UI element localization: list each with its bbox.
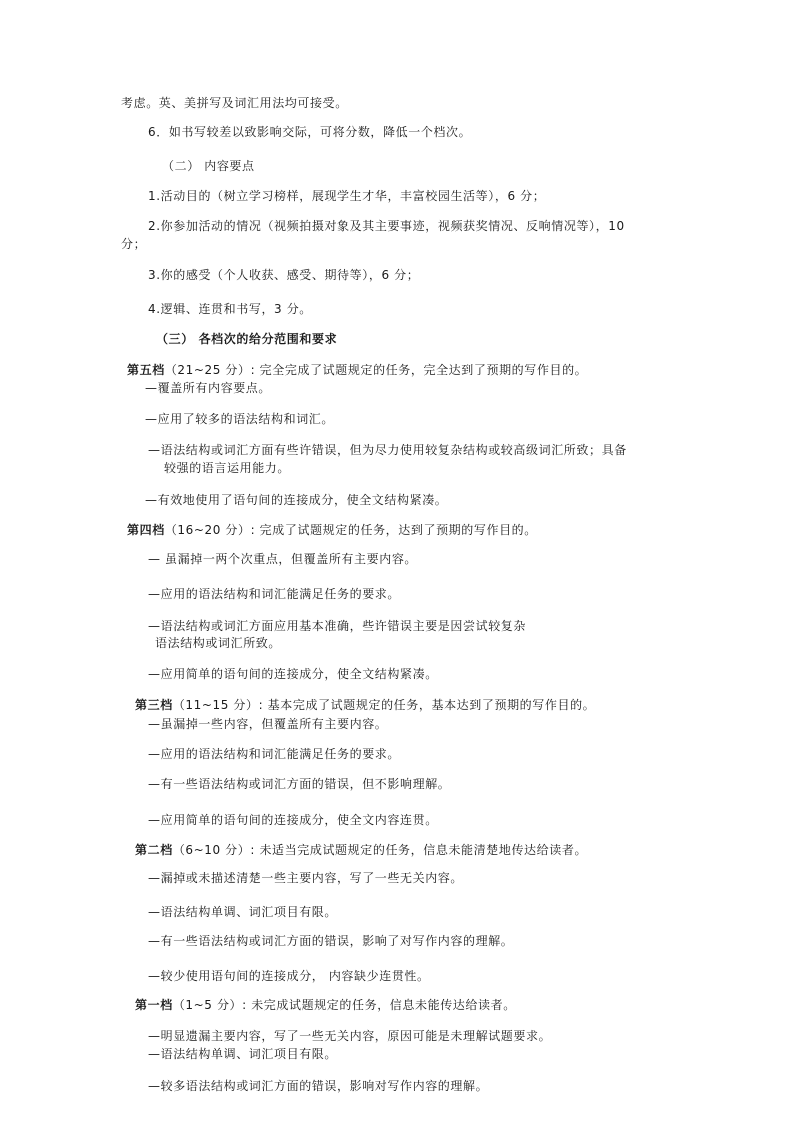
grade-5-desc: （21~25 分）: 完全完成了试题规定的任务，完全达到了预期的写作目的。 xyxy=(164,363,588,377)
grade-1-point-2: —语法结构单调、词汇项目有限。 xyxy=(148,1047,338,1061)
grade-1-label: 第一档 xyxy=(135,998,173,1012)
grade-5-point-3-cont: 较强的语言运用能力。 xyxy=(164,461,291,475)
grade-5-point-3: —语法结构或词汇方面有些许错误，但为尽力使用较复杂结构或较高级词汇所致；具备 xyxy=(148,443,627,457)
grade-4-desc: （16~20 分）: 完成了试题规定的任务，达到了预期的写作目的。 xyxy=(164,523,537,537)
grade-5-point-2: —应用了较多的语法结构和词汇。 xyxy=(145,412,335,426)
section-2-title: （二） 内容要点 xyxy=(162,159,255,173)
grade-2-desc: （6~10 分）: 未适当完成试题规定的任务，信息未能清楚地传达给读者。 xyxy=(172,843,588,857)
grade-5-header xyxy=(127,362,587,378)
intro-line-2: 6．如书写较差以致影响交际，可将分数，降低一个档次。 xyxy=(148,125,472,139)
grade-4-point-1: — 虽漏掉一两个次重点，但覆盖所有主要内容。 xyxy=(148,552,418,566)
grade-5-label: 第五档 xyxy=(127,363,165,377)
grade-4-label: 第四档 xyxy=(127,523,165,537)
content-point-3: 3.你的感受（个人收获、感受、期待等），6 分； xyxy=(148,268,420,282)
grade-2-point-2: —语法结构单调、词汇项目有限。 xyxy=(148,905,338,919)
grade-3-label: 第三档 xyxy=(135,698,173,712)
grade-5-point-4: —有效地使用了语句间的连接成分，使全文结构紧凑。 xyxy=(145,493,448,507)
grade-1-header xyxy=(135,997,516,1013)
grade-4-point-3: —语法结构或词汇方面应用基本准确，些许错误主要是因尝试较复杂 xyxy=(148,619,527,633)
grade-3-point-4: —应用简单的语句间的连接成分，使全文内容连贯。 xyxy=(148,813,438,827)
intro-line-1: 考虑。英、美拼写及词汇用法均可接受。 xyxy=(121,96,348,110)
grade-2-point-3: —有一些语法结构或词汇方面的错误，影响了对写作内容的理解。 xyxy=(148,934,514,948)
grade-4-header xyxy=(127,522,537,538)
grade-3-desc: （11~15 分）: 基本完成了试题规定的任务，基本达到了预期的写作目的。 xyxy=(172,698,596,712)
grade-4-point-2: —应用的语法结构和词汇能满足任务的要求。 xyxy=(148,587,401,601)
grade-3-point-3: —有一些语法结构或词汇方面的错误，但不影响理解。 xyxy=(148,777,451,791)
grade-4-point-3-cont: 语法结构或词汇所致。 xyxy=(155,636,282,650)
content-point-1: 1.活动目的（树立学习榜样，展现学生才华，丰富校园生活等），6 分； xyxy=(148,189,546,203)
grade-3-point-1: —虽漏掉一些内容，但覆盖所有主要内容。 xyxy=(148,717,388,731)
content-point-2: 2.你参加活动的情况（视频拍摄对象及其主要事迹，视频获奖情况、反响情况等），10 xyxy=(148,219,625,233)
section-3-title: （三） 各档次的给分范围和要求 xyxy=(156,332,338,346)
grade-4-point-4: —应用简单的语句间的连接成分，使全文结构紧凑。 xyxy=(148,667,438,681)
grade-2-point-4: —较少使用语句间的连接成分， 内容缺少连贯性。 xyxy=(148,969,430,983)
grade-2-point-1: —漏掉或未描述清楚一些主要内容，写了一些无关内容。 xyxy=(148,871,464,885)
grade-2-label: 第二档 xyxy=(135,843,173,857)
grade-2-header xyxy=(135,842,587,858)
grade-3-point-2: —应用的语法结构和词汇能满足任务的要求。 xyxy=(148,747,401,761)
content-point-4: 4.逻辑、连贯和书写，3 分。 xyxy=(148,302,312,316)
grade-1-desc: （1~5 分）: 未完成试题规定的任务，信息未能传达给读者。 xyxy=(172,998,516,1012)
content-point-2-cont: 分； xyxy=(121,237,147,251)
grade-1-point-3: —较多语法结构或词汇方面的错误，影响对写作内容的理解。 xyxy=(148,1079,489,1093)
grade-1-point-1: —明显遗漏主要内容，写了一些无关内容，原因可能是未理解试题要求。 xyxy=(148,1029,552,1043)
grade-3-header xyxy=(135,697,595,713)
grade-5-point-1: —覆盖所有内容要点。 xyxy=(145,381,272,395)
